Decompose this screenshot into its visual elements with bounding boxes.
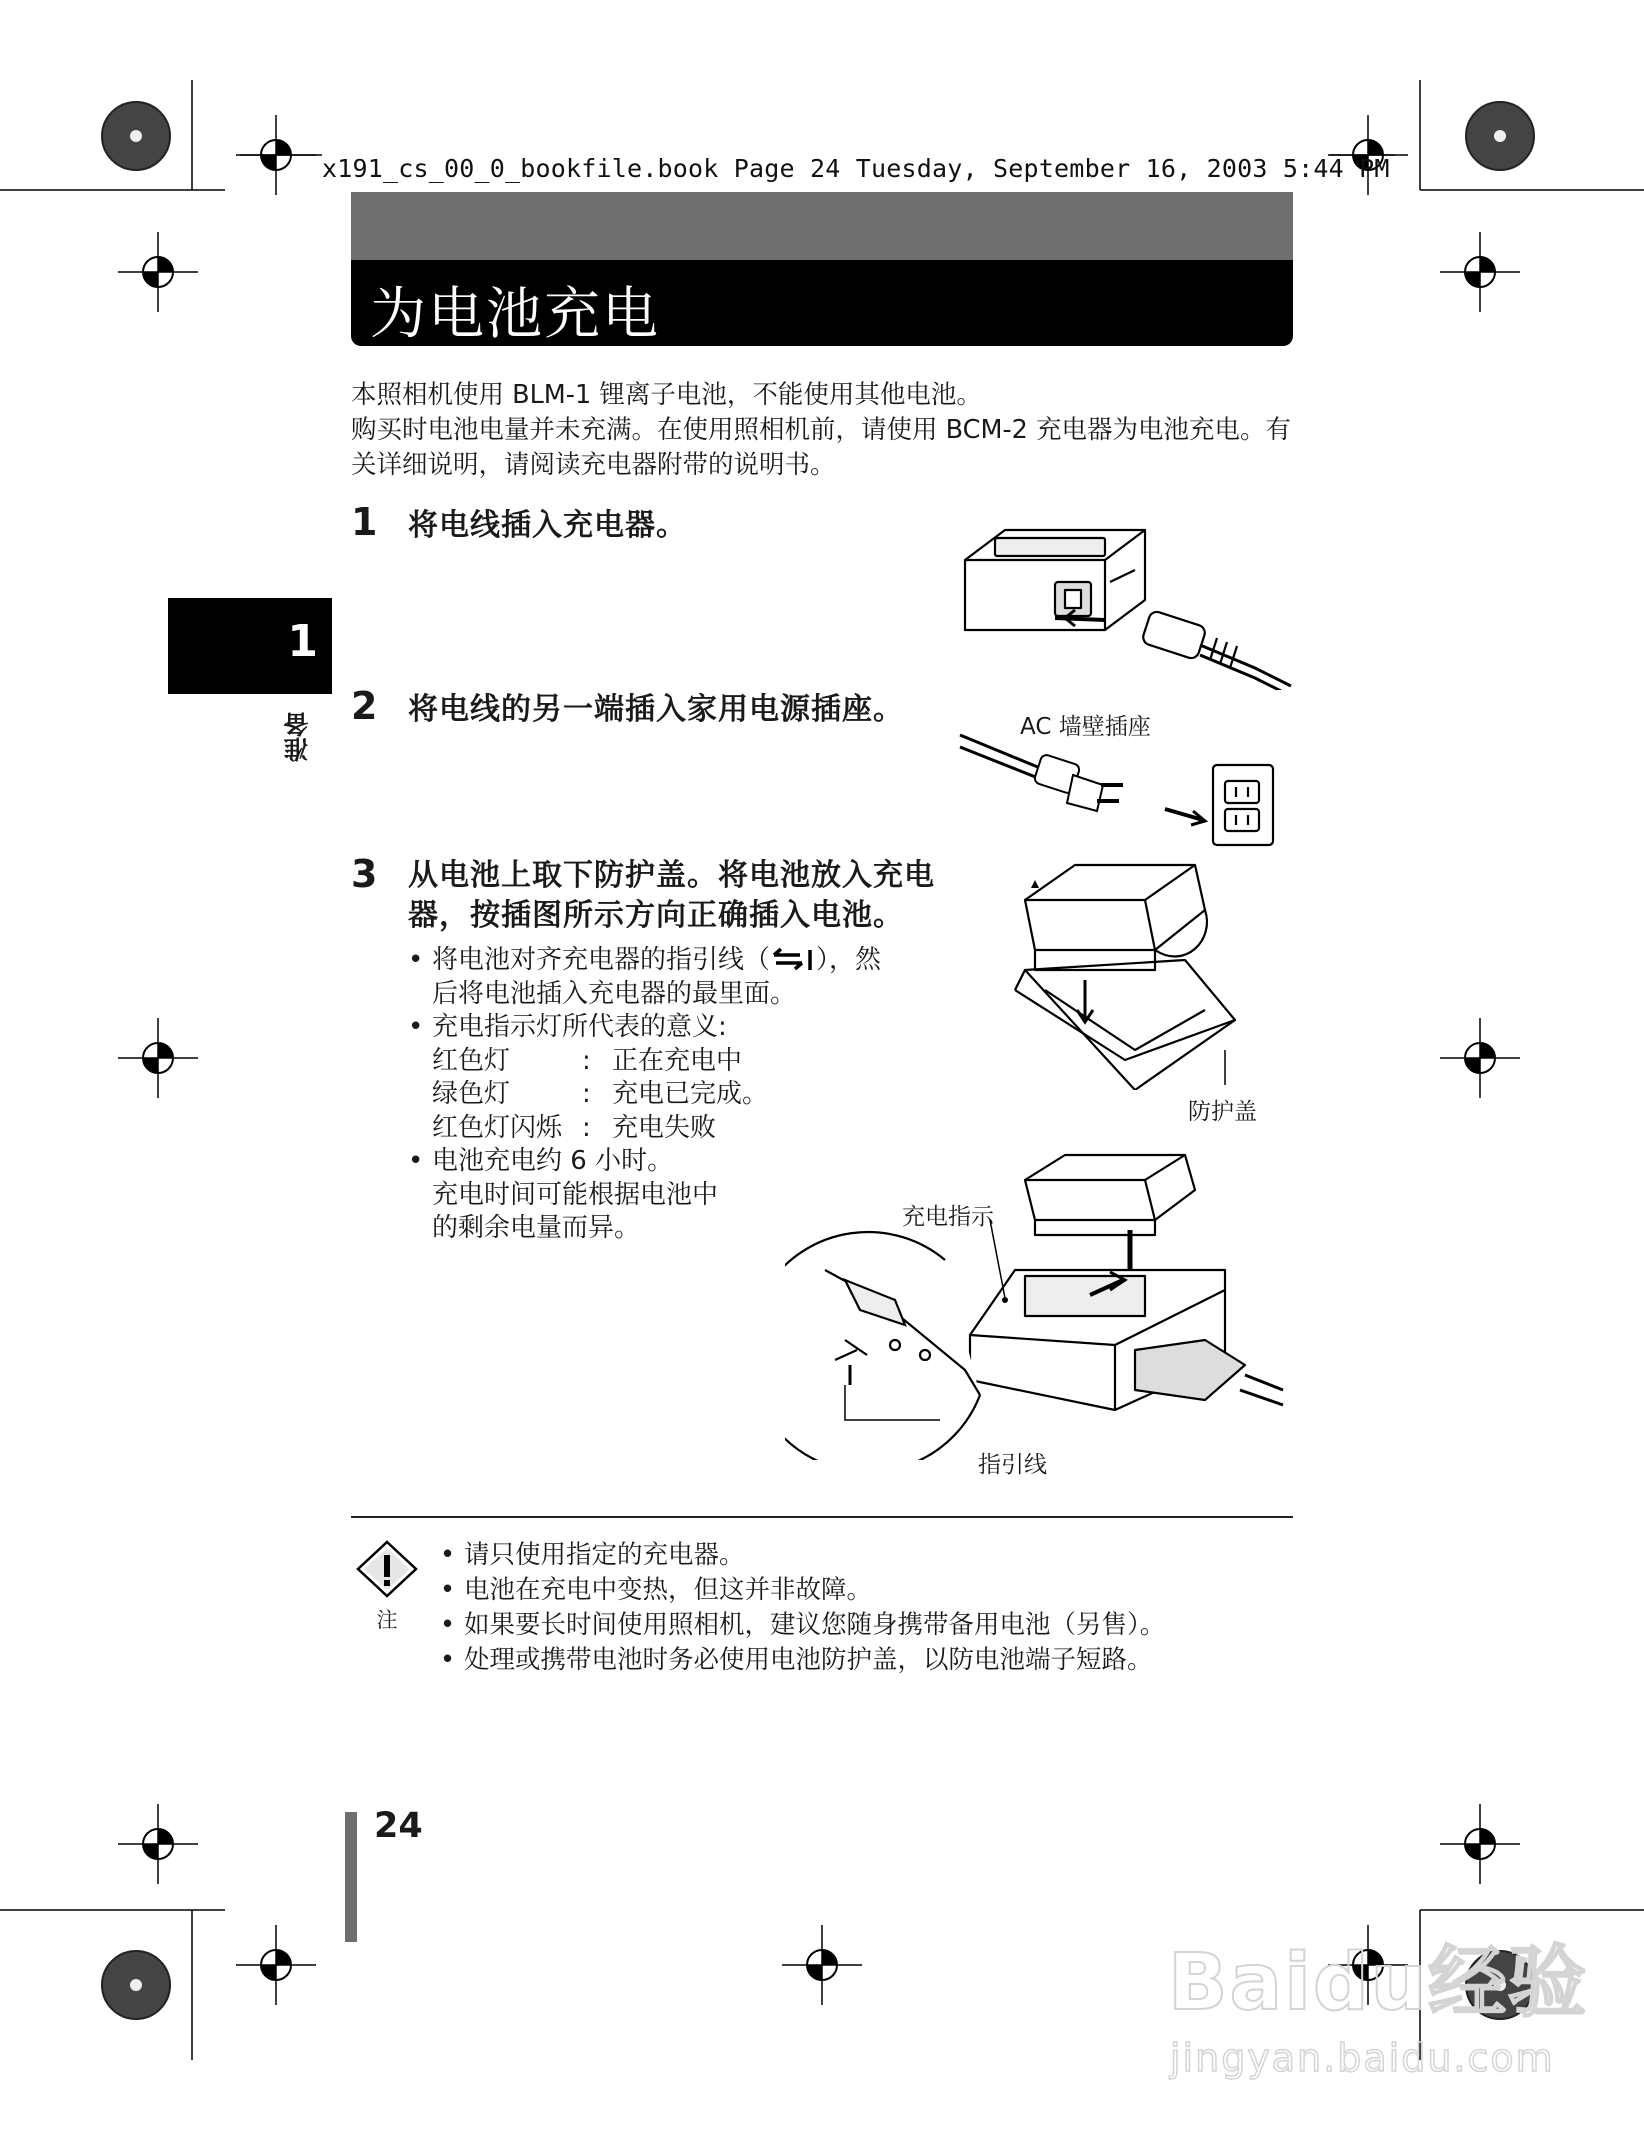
charge-time-line-1: • 电池充电约 6 小时。 <box>432 1146 674 1176</box>
status-meaning: 充电失败 <box>612 1112 717 1143</box>
note-item: • 电池在充电中变热，但这并非故障。 <box>440 1573 1300 1608</box>
step-3-number: 3 <box>351 852 378 896</box>
status-meaning: 充电已完成。 <box>612 1079 769 1109</box>
charge-time-line-2: 充电时间可能根据电池中 <box>432 1179 719 1210</box>
step-2-text: 将电线的另一端插入家用电源插座。 <box>408 692 904 727</box>
section-divider <box>351 1516 1293 1518</box>
charger-cord-illustration <box>955 510 1295 690</box>
watermark-logo: Baidu经验 <box>1168 1938 1589 2028</box>
page-number-bar <box>345 1812 357 1942</box>
status-name: 红色灯 <box>432 1045 511 1076</box>
status-colon: : <box>582 1112 591 1143</box>
bullet-align-line-2: 后将电池插入充电器的最里面。 <box>432 978 797 1009</box>
status-colon: : <box>582 1045 591 1076</box>
indicator-intro: • 充电指示灯所代表的意义: <box>432 1012 727 1042</box>
battery-charger-illustration <box>785 1150 1285 1460</box>
chapter-tab <box>168 598 332 694</box>
watermark-url: jingyan.baidu.com <box>1170 2036 1555 2080</box>
battery-cover-illustration <box>1005 860 1275 1090</box>
intro-paragraph-1: 本照相机使用 BLM-1 锂离子电池，不能使用其他电池。 <box>351 380 982 410</box>
note-list <box>440 1538 1300 1678</box>
note-box <box>354 1538 420 1632</box>
caption-ac-outlet: AC 墙壁插座 <box>1020 714 1151 740</box>
step-3-text-line-2: 器，按插图所示方向正确插入电池。 <box>408 898 904 933</box>
caption-charge-indicator: 充电指示 <box>902 1204 994 1230</box>
caption-guide-line: 指引线 <box>978 1452 1047 1478</box>
guide-mark-icon <box>770 946 816 972</box>
status-meaning: 正在充电中 <box>612 1045 743 1076</box>
charge-time-line-3: 的剩余电量而异。 <box>432 1213 641 1243</box>
chapter-label: 准备 <box>283 712 312 762</box>
bullet-align-pre: 将电池对齐充电器的指引线（ <box>432 945 771 975</box>
note-item: • 如果要长时间使用照相机，建议您随身携带备用电池（另售）。 <box>440 1608 1300 1643</box>
status-row <box>432 1078 968 1112</box>
status-name: 绿色灯 <box>432 1079 511 1109</box>
status-row <box>432 1112 968 1146</box>
bullet-indicator <box>408 1011 968 1145</box>
bullet-align-post: ），然 <box>816 945 882 975</box>
step-3-text-line-1: 从电池上取下防护盖。将电池放入充电 <box>408 858 935 893</box>
caution-icon <box>354 1538 420 1600</box>
caption-cover: 防护盖 <box>1188 1099 1257 1125</box>
note-item: • 请只使用指定的充电器。 <box>440 1538 1300 1573</box>
status-name: 红色灯闪烁 <box>432 1112 563 1143</box>
bullet-align <box>408 944 968 1011</box>
step-2-number: 2 <box>351 684 378 728</box>
page-title: 为电池充电 <box>370 282 660 347</box>
intro-text <box>351 378 1301 483</box>
status-colon: : <box>582 1079 591 1109</box>
note-item: • 处理或携带电池时务必使用电池防护盖，以防电池端子短路。 <box>440 1643 1300 1678</box>
note-label: 注 <box>376 1608 398 1632</box>
step-1-number: 1 <box>351 500 378 544</box>
page-number: 24 <box>374 1806 423 1846</box>
title-band <box>351 192 1293 260</box>
intro-paragraph-2: 购买时电池电量并未充满。在使用照相机前，请使用 BCM-2 充电器为电池充电。有关详细说明，请阅读充电器附带的说明书。 <box>351 415 1291 480</box>
outlet-plug-illustration <box>955 725 1295 850</box>
status-row <box>432 1045 968 1079</box>
file-header: x191_cs_00_0_bookfile.book Page 24 Tuesday, September 16, 2003 5:44 PM <box>322 154 1390 183</box>
step-3-text <box>408 856 935 936</box>
chapter-number: 1 <box>287 616 318 667</box>
step-1-text: 将电线插入充电器。 <box>408 508 687 543</box>
